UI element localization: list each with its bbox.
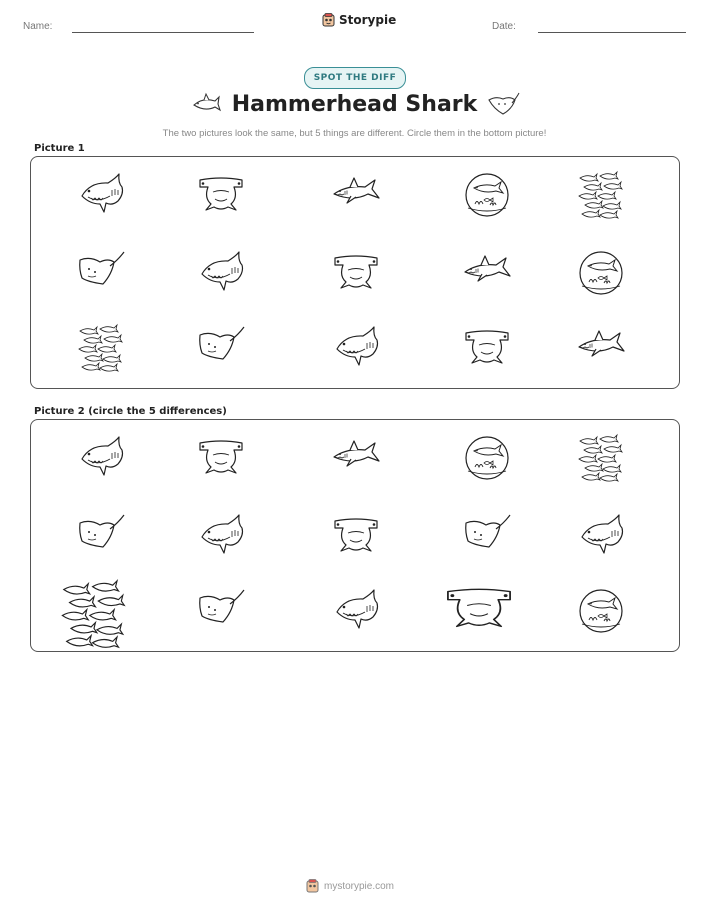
shark-front-illustration[interactable] (76, 433, 126, 487)
date-line[interactable] (538, 32, 686, 33)
shark-bubble-illustration[interactable] (576, 586, 626, 640)
spot-the-diff-badge: SPOT THE DIFF (304, 67, 406, 89)
hammerhead-front-illustration (331, 248, 381, 302)
footer (306, 879, 394, 893)
shark-school-illustration[interactable] (576, 433, 626, 487)
shark-swimming-illustration (331, 170, 381, 224)
hammerhead-front-illustration[interactable] (331, 511, 381, 565)
stingray-illustration[interactable] (196, 586, 246, 640)
name-label: Name: (23, 21, 53, 32)
stingray-illustration (76, 248, 126, 302)
shark-swimming-illustration (576, 323, 626, 377)
shark-front-illustration[interactable] (331, 586, 381, 640)
footer-url: mystorypie.com (324, 880, 395, 892)
name-line[interactable] (72, 32, 254, 33)
hammerhead-front-illustration[interactable] (196, 433, 246, 487)
shark-front-illustration[interactable] (196, 511, 246, 565)
shark-front-illustration (196, 248, 246, 302)
hammerhead-front-illustration (462, 323, 512, 377)
shark-swimming-illustration[interactable] (331, 433, 381, 487)
page-title: Hammerhead Shark (231, 92, 478, 117)
shark-school-illustration (76, 323, 126, 377)
stingray-title-icon (486, 91, 520, 119)
shark-school-illustration (576, 170, 626, 224)
hammerhead-front-illustration[interactable] (442, 580, 516, 642)
brand-logo (322, 13, 396, 27)
stingray-illustration[interactable] (462, 511, 512, 565)
shark-bubble-illustration (462, 170, 512, 224)
shark-swimming-illustration (462, 248, 512, 302)
shark-school-illustration[interactable] (58, 578, 130, 654)
stingray-illustration (196, 323, 246, 377)
storypie-footer-logo-icon (306, 879, 319, 893)
shark-front-illustration (331, 323, 381, 377)
storypie-logo-icon (322, 13, 335, 27)
brand-name: Storypie (339, 13, 397, 27)
picture2-label: Picture 2 (circle the 5 differences) (34, 406, 227, 417)
shark-bubble-illustration[interactable] (462, 433, 512, 487)
stingray-illustration[interactable] (76, 511, 126, 565)
date-label: Date: (492, 21, 516, 32)
shark-front-illustration[interactable] (576, 511, 626, 565)
shark-bubble-illustration (576, 248, 626, 302)
hammerhead-front-illustration (196, 170, 246, 224)
shark-front-illustration (76, 170, 126, 224)
picture1-label: Picture 1 (34, 143, 85, 154)
instructions: The two pictures look the same, but 5 things are different. Circle them in the bottom picture! (162, 128, 547, 139)
